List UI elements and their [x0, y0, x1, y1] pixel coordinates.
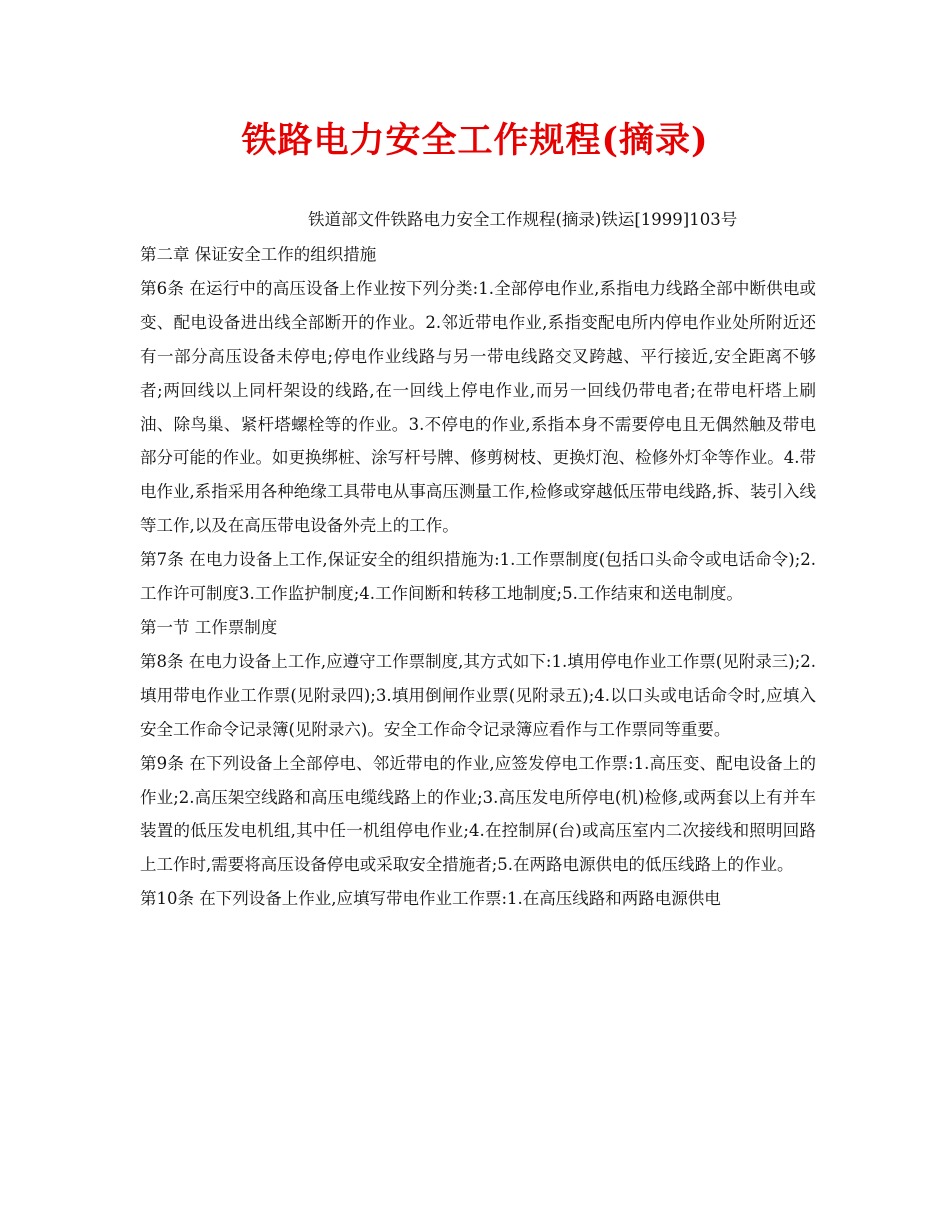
article-6: 第6条 在运行中的高压设备上作业按下列分类:1.全部停电作业,系指电力线路全部中断供电或变、配电设备进出线全部断开的作业。2.邻近带电作业,系指变配电所内停电作业处所附近还有一部分高压设备未停电;停电作业线路与另一带电线路交叉跨越、平行接近,安全距离不够者;两回线以上同杆架设的线路,在一回线上停电作业,而另一回线仍带电者;在带电杆塔上刷油、除鸟巢、紧杆塔螺栓等的作业。3.不停电的作业,系指本身不需要停电且无偶然触及带电部分可能的作业。如更换绑桩、涂写杆号牌、修剪树枝、更换灯泡、检修外灯伞等作业。4.带电作业,系指采用各种绝缘工具带电从事高压测量工作,检修或穿越低压带电线路,拆、装引入线等工作,以及在高压带电设备外壳上的工作。 [140, 278, 816, 536]
document-source-line: 铁道部文件铁路电力安全工作规程(摘录)铁运[1999]103号 [308, 210, 738, 229]
article-8: 第8条 在电力设备上工作,应遵守工作票制度,其方式如下:1.填用停电作业工作票(见附录三);2.填用带电作业工作票(见附录四);3.填用倒闸作业票(见附录五);4.以口头或电话命令时,应填入安全工作命令记录簿(见附录六)。安全工作命令记录簿应看作与工作票同等重要。 [140, 651, 816, 739]
document-title: 铁路电力安全工作规程(摘录) [241, 120, 709, 161]
document-body [140, 238, 816, 916]
section-heading: 第一节 工作票制度 [140, 617, 278, 637]
article-10: 第10条 在下列设备上作业,应填写带电作业工作票:1.在高压线路和两路电源供电 [140, 889, 721, 909]
article-9: 第9条 在下列设备上全部停电、邻近带电的作业,应签发停电工作票:1.高压变、配电设备上的作业;2.高压架空线路和高压电缆线路上的作业;3.高压发电所停电(机)检修,或两套以上有并车装置的低压发电机组,其中任一机组停电作业;4.在控制屏(台)或高压室内二次接线和照明回路上工作时,需要将高压设备停电或采取安全措施者;5.在两路电源供电的低压线路上的作业。 [140, 753, 816, 875]
chapter-heading: 第二章 保证安全工作的组织措施 [140, 245, 377, 264]
article-7: 第7条 在电力设备上工作,保证安全的组织措施为:1.工作票制度(包括口头命令或电话命令);2.工作许可制度3.工作监护制度;4.工作间断和转移工地制度;5.工作结束和送电制度。 [140, 550, 816, 604]
